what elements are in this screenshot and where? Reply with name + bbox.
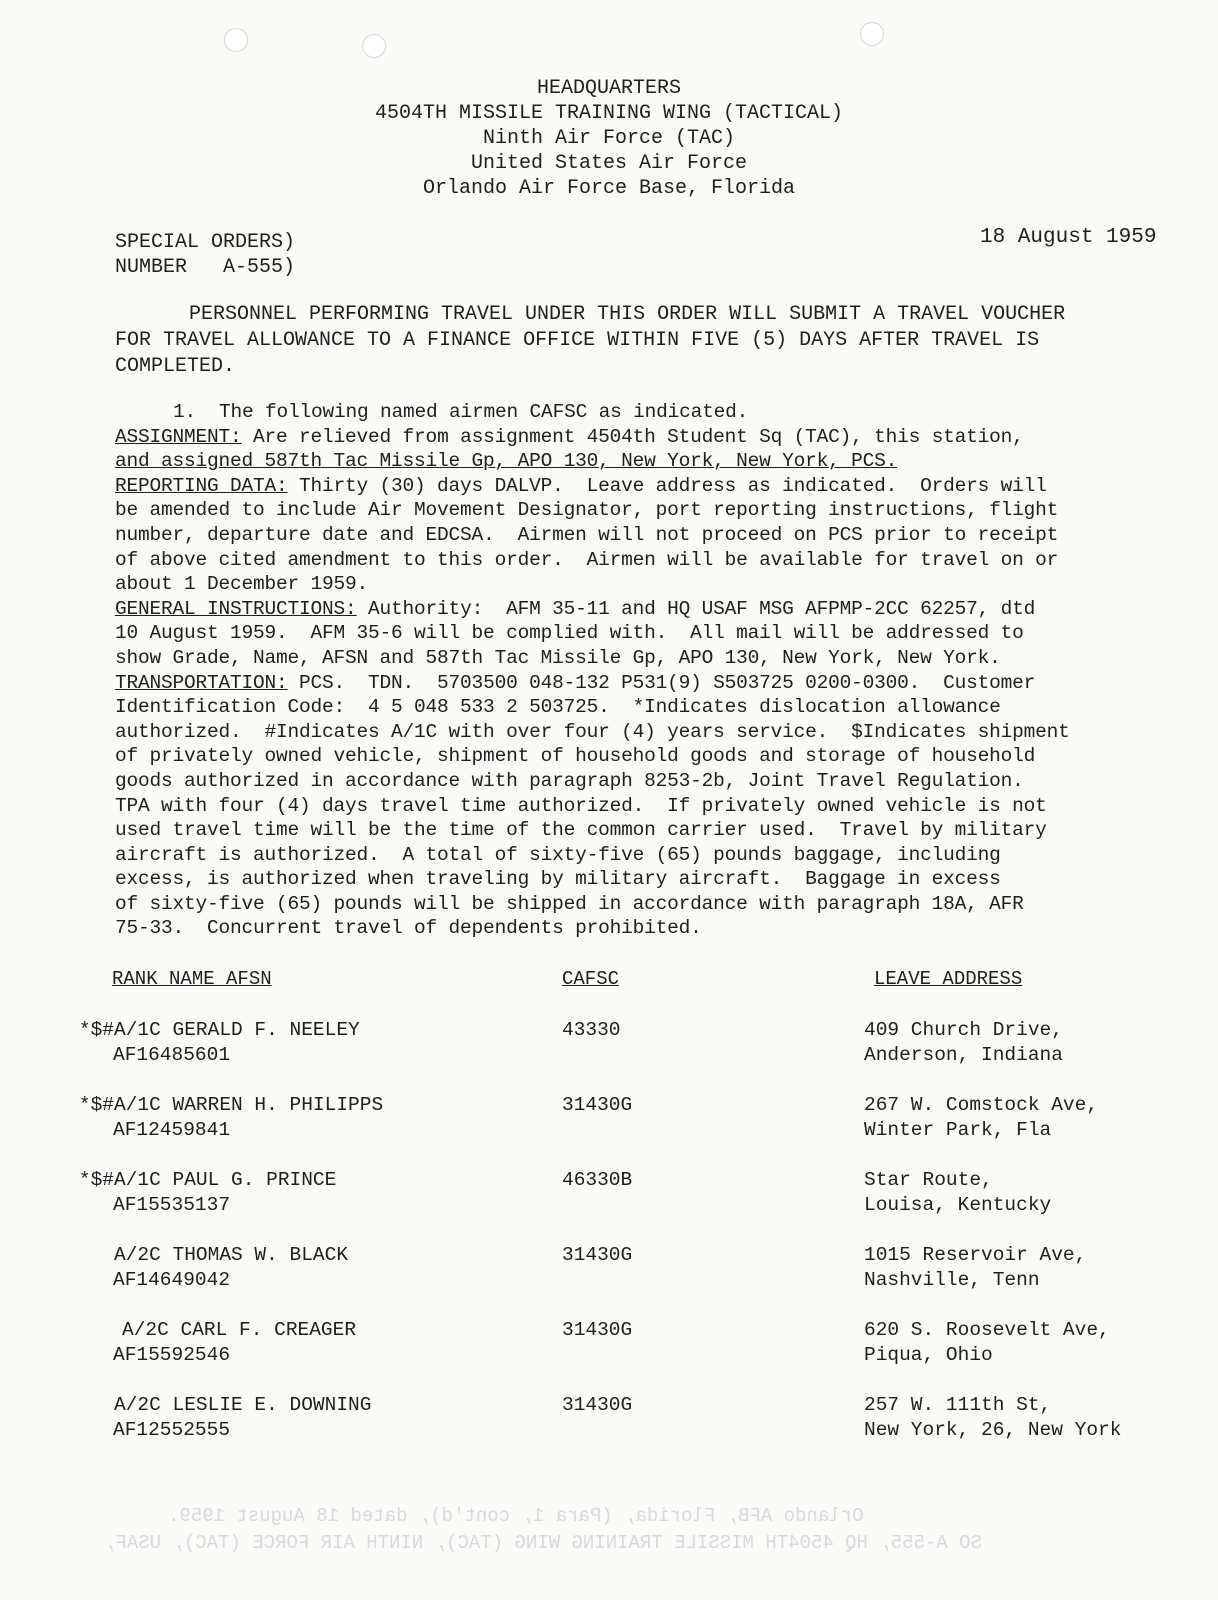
reporting-line xyxy=(115,474,1155,499)
address-street: 257 W. 111th St, xyxy=(864,1394,1052,1416)
unit-name: 4504TH MISSILE TRAINING WING (TACTICAL) xyxy=(374,102,844,125)
airman-name: A/1C GERALD F. NEELEY xyxy=(114,1019,360,1041)
airman-name: A/1C WARREN H. PHILIPPS xyxy=(114,1094,384,1116)
airman-name: A/2C THOMAS W. BLACK xyxy=(114,1244,349,1266)
table-row xyxy=(0,1318,1218,1378)
reporting-text: Thirty (30) days DALVP. Leave address as indicated. Orders will xyxy=(287,474,1047,497)
transport-line: of sixty-five (65) pounds will be shipped in accordance with paragraph 18A, AFR xyxy=(115,892,1024,915)
assignment-label: ASSIGNMENT: xyxy=(115,425,242,448)
assignment-text: and assigned 587th Tac Missile Gp, APO 130, New York, New York, PCS. xyxy=(115,450,898,473)
letterhead-line: United States Air Force xyxy=(470,152,748,175)
cafsc: 31430G xyxy=(562,1319,633,1341)
order-date: 18 August 1959 xyxy=(980,226,1157,249)
table-row xyxy=(0,1018,1218,1078)
punch-hole-right xyxy=(860,22,884,46)
transport-line: Identification Code: 4 5 048 533 2 503725. *Indicates dislocation allowance xyxy=(115,696,1001,719)
travel-voucher-note xyxy=(115,302,1125,380)
reporting-line: number, departure date and EDCSA. Airmen will not proceed on PCS prior to receipt xyxy=(115,523,1059,546)
cafsc: 46330B xyxy=(562,1169,633,1191)
table-row xyxy=(0,1393,1218,1453)
transport-line: goods authorized in accordance with paragraph 8253-2b, Joint Travel Regulation. xyxy=(115,769,1024,792)
transport-label: TRANSPORTATION: xyxy=(115,671,288,694)
afsn: AF15535137 xyxy=(113,1194,231,1216)
address-city: Winter Park, Fla xyxy=(864,1119,1052,1141)
cafsc: 31430G xyxy=(562,1244,633,1266)
location-line: Orlando Air Force Base, Florida xyxy=(422,177,796,200)
order-number: NUMBER A-555) xyxy=(115,256,296,279)
address-street: 1015 Reservoir Ave, xyxy=(864,1244,1087,1266)
cafsc: 31430G xyxy=(562,1394,633,1416)
rank-name xyxy=(78,1093,383,1118)
general-label: GENERAL INSTRUCTIONS: xyxy=(115,597,357,620)
column-header-name: RANK NAME AFSN xyxy=(112,968,272,990)
afsn: AF16485601 xyxy=(113,1044,231,1066)
assignment-line xyxy=(115,425,1155,450)
paragraph-1 xyxy=(115,400,1155,941)
reporting-line: of above cited amendment to this order. Airmen will be available for travel on or xyxy=(115,548,1059,571)
table-row xyxy=(0,1093,1218,1153)
reporting-line: be amended to include Air Movement Designator, port reporting instructions, flight xyxy=(115,499,1059,522)
assignment-text: Are relieved from assignment 4504th Student Sq (TAC), this station, xyxy=(241,425,1024,448)
column-header-cafsc: CAFSC xyxy=(562,968,620,990)
column-header-address: LEAVE ADDRESS xyxy=(874,968,1023,990)
table-row xyxy=(0,1243,1218,1303)
transport-line: authorized. #Indicates A/1C with over four (4) years service. $Indicates shipment xyxy=(115,720,1070,743)
cafsc: 31430G xyxy=(562,1094,633,1116)
bleed-through-text: Orlando AFB, Florida, (Para 1, cont'd), dated 18 August 1959. xyxy=(168,1505,864,1527)
letterhead-line: HEADQUARTERS xyxy=(536,77,682,100)
letterhead xyxy=(0,76,1218,201)
address-street: Star Route, xyxy=(864,1169,993,1191)
airman-name: A/1C PAUL G. PRINCE xyxy=(114,1169,337,1191)
transport-line: TPA with four (4) days travel time authorized. If privately owned vehicle is not xyxy=(115,794,1047,817)
assignment-line xyxy=(115,449,1155,474)
note-line: PERSONNEL PERFORMING TRAVEL UNDER THIS ORDER WILL SUBMIT A TRAVEL VOUCHER xyxy=(189,303,1066,326)
transport-line: 75-33. Concurrent travel of dependents prohibited. xyxy=(115,917,702,940)
address-street: 267 W. Comstock Ave, xyxy=(864,1094,1099,1116)
general-line xyxy=(115,597,1155,622)
afsn: AF15592546 xyxy=(113,1344,231,1366)
airman-name: A/2C CARL F. CREAGER xyxy=(122,1319,357,1341)
address-city: Louisa, Kentucky xyxy=(864,1194,1052,1216)
punch-hole-center xyxy=(362,34,386,58)
transport-line: of privately owned vehicle, shipment of household goods and storage of household xyxy=(115,745,1036,768)
address-city: Nashville, Tenn xyxy=(864,1269,1040,1291)
address-city: Piqua, Ohio xyxy=(864,1344,993,1366)
order-id xyxy=(115,230,295,280)
address-street: 620 S. Roosevelt Ave, xyxy=(864,1319,1110,1341)
rank-name xyxy=(78,1018,360,1043)
afsn: AF12459841 xyxy=(113,1119,231,1141)
reporting-line: about 1 December 1959. xyxy=(115,573,369,596)
letterhead-line: Ninth Air Force (TAC) xyxy=(482,127,736,150)
address-city: New York, 26, New York xyxy=(864,1419,1122,1441)
rank-name xyxy=(78,1393,371,1418)
punch-hole-left xyxy=(224,28,248,52)
afsn: AF12552555 xyxy=(113,1419,231,1441)
paragraph-intro: 1. The following named airmen CAFSC as indicated. xyxy=(173,401,749,423)
table-row xyxy=(0,1168,1218,1228)
note-line: COMPLETED. xyxy=(115,355,236,378)
bleed-through-text: SO A-555, HQ 4504TH MISSILE TRAINING WING (TAC), NINTH AIR FORCE (TAC), USAF, xyxy=(104,1532,982,1554)
rank-name xyxy=(78,1168,336,1193)
special-orders-label: SPECIAL ORDERS) xyxy=(115,231,296,254)
cafsc: 43330 xyxy=(562,1019,621,1041)
address-street: 409 Church Drive, xyxy=(864,1019,1063,1041)
transport-line xyxy=(115,671,1155,696)
transport-text: PCS. TDN. 5703500 048-132 P531(9) S503725 0200-0300. Customer xyxy=(287,671,1036,694)
address-city: Anderson, Indiana xyxy=(864,1044,1063,1066)
airman-name: A/2C LESLIE E. DOWNING xyxy=(114,1394,372,1416)
note-line: FOR TRAVEL ALLOWANCE TO A FINANCE OFFICE WITHIN FIVE (5) DAYS AFTER TRAVEL IS xyxy=(115,329,1040,352)
general-text: Authority: AFM 35-11 and HQ USAF MSG AFPMP-2CC 62257, dtd xyxy=(356,597,1036,620)
rank-name xyxy=(78,1243,348,1268)
transport-line: aircraft is authorized. A total of sixty-five (65) pounds baggage, including xyxy=(115,843,1001,866)
indicator-prefix: *$# xyxy=(78,1019,114,1041)
general-line: 10 August 1959. AFM 35-6 will be complied with. All mail will be addressed to xyxy=(115,622,1024,645)
rank-name xyxy=(86,1318,356,1343)
indicator-prefix: *$# xyxy=(78,1169,114,1191)
general-line: show Grade, Name, AFSN and 587th Tac Missile Gp, APO 130, New York, New York. xyxy=(115,646,1001,669)
afsn: AF14649042 xyxy=(113,1269,231,1291)
transport-line: used travel time will be the time of the common carrier used. Travel by military xyxy=(115,819,1047,842)
reporting-label: REPORTING DATA: xyxy=(115,474,288,497)
indicator-prefix: *$# xyxy=(78,1094,114,1116)
transport-line: excess, is authorized when traveling by military aircraft. Baggage in excess xyxy=(115,868,1001,891)
